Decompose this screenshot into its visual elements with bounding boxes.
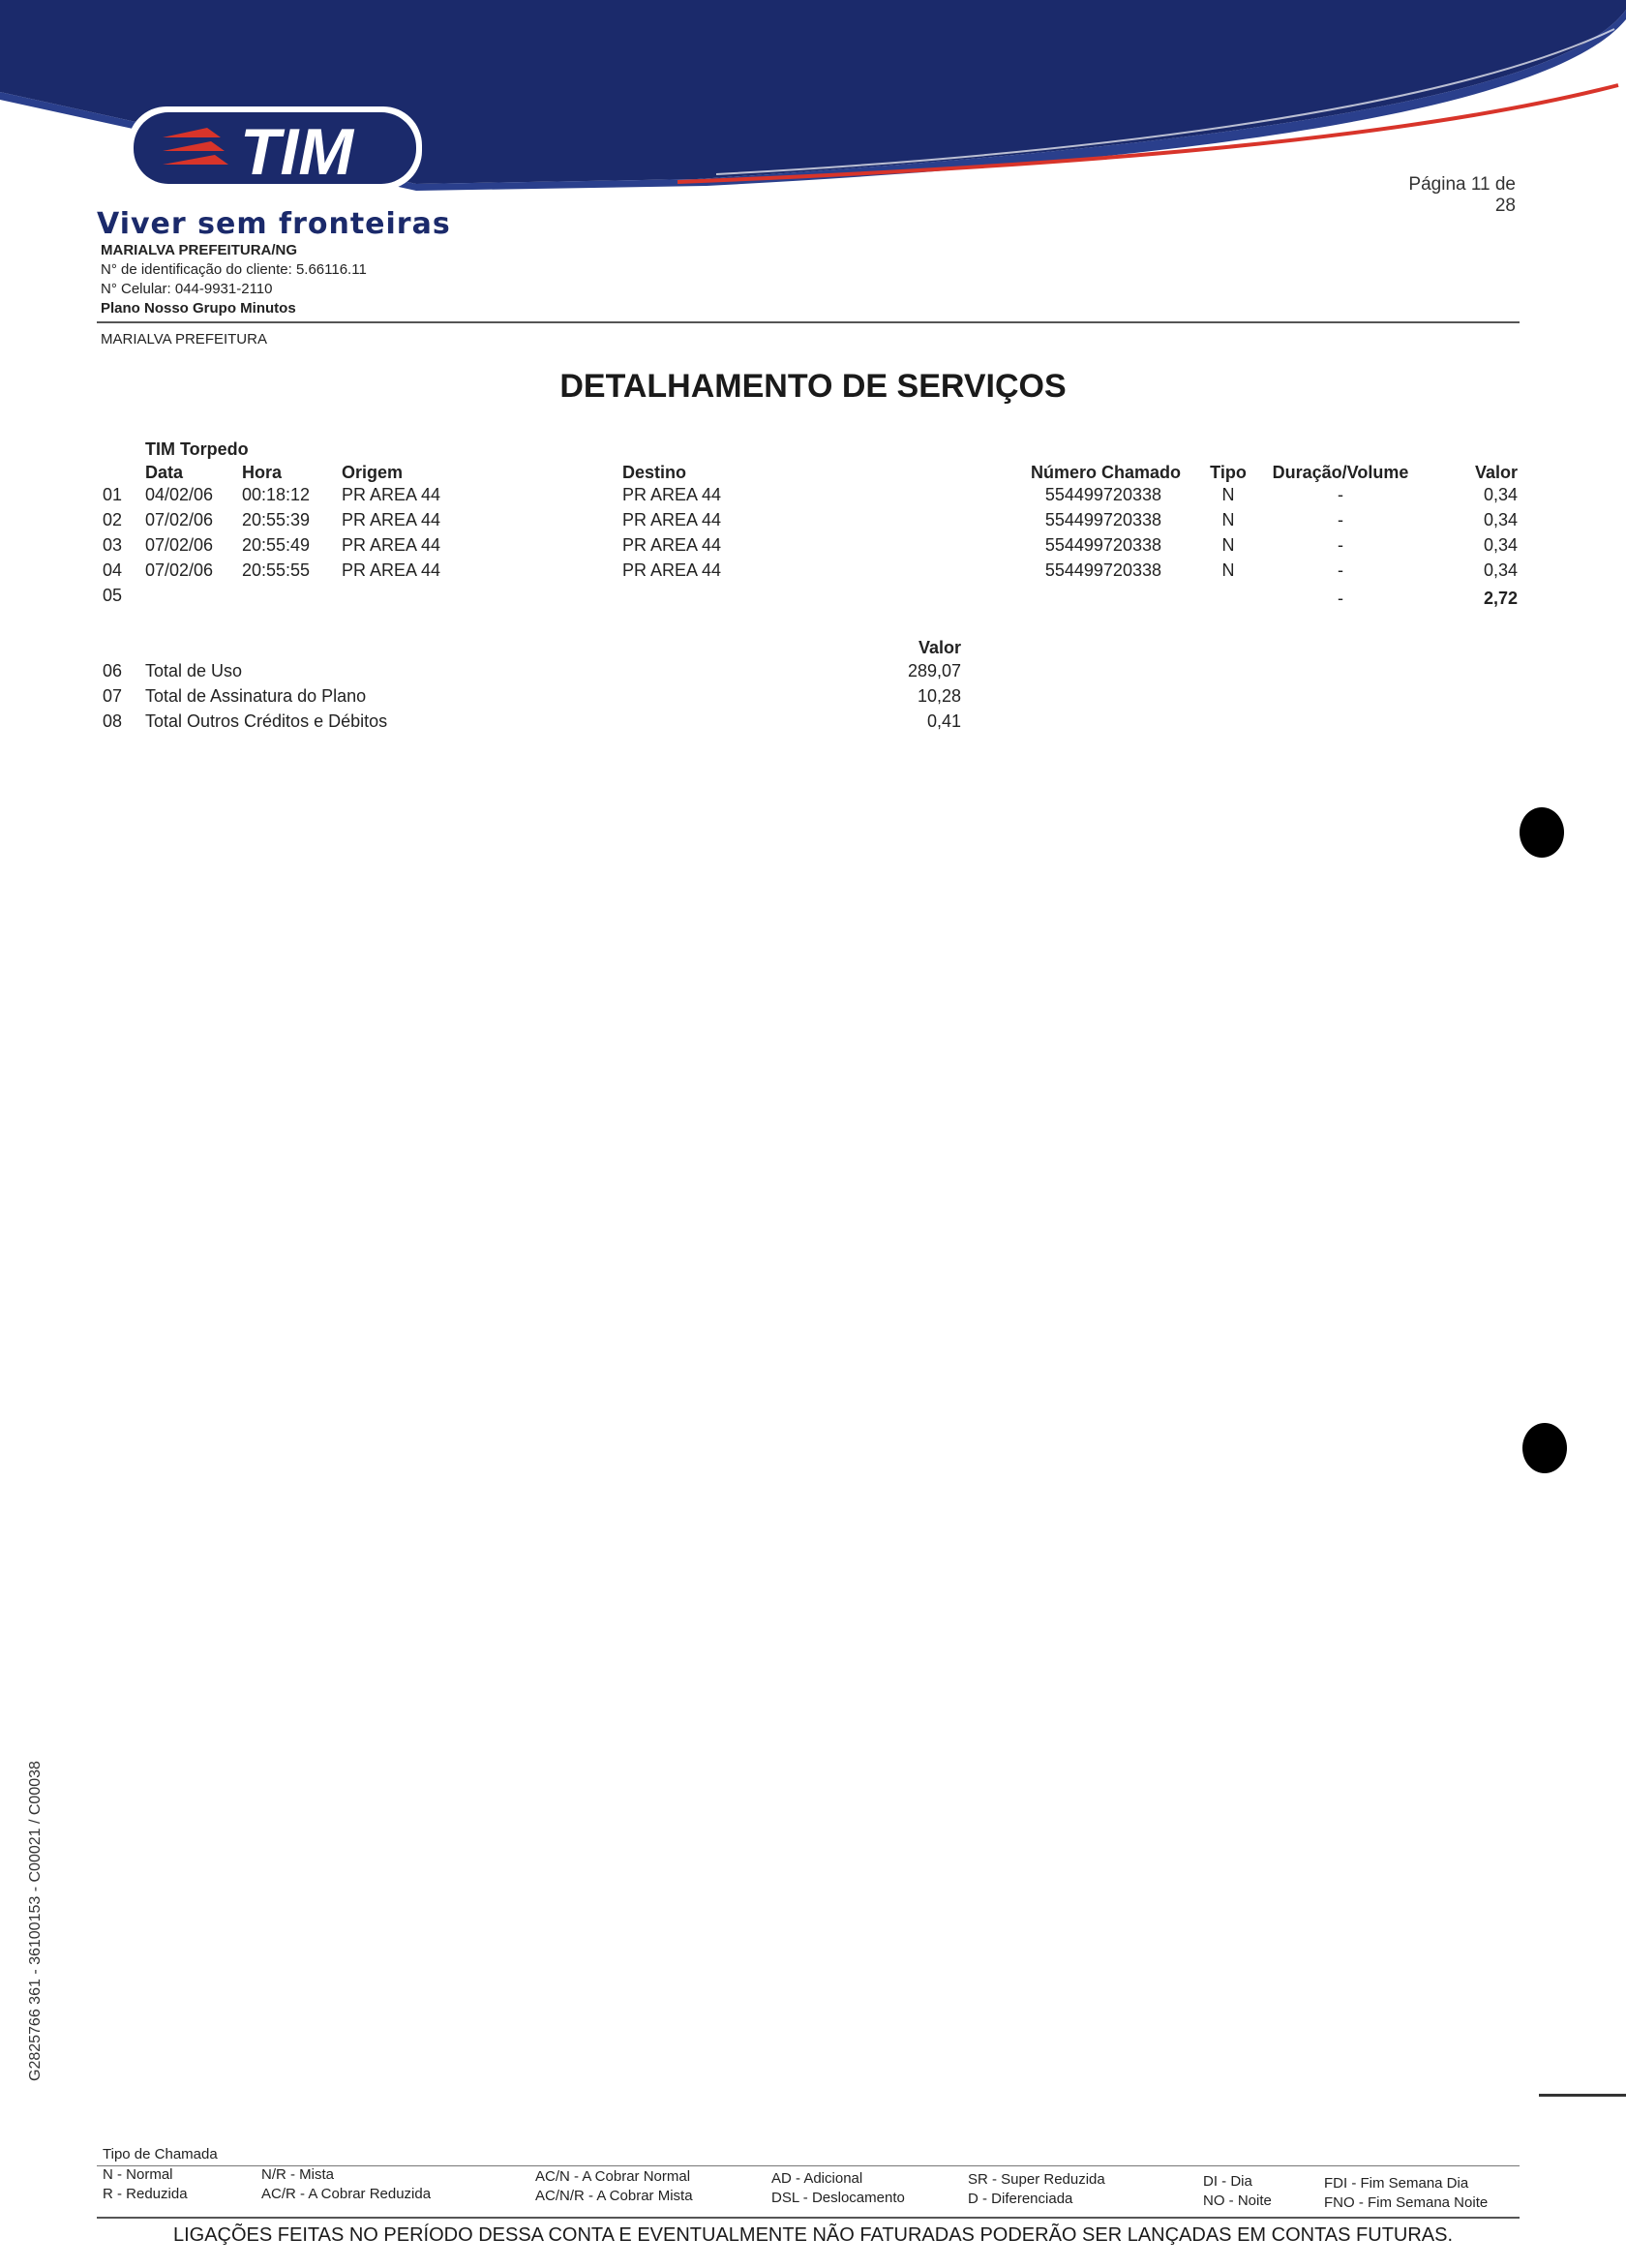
row-duration: - [1338, 560, 1343, 580]
row-destination: PR AREA 44 [622, 560, 722, 580]
client-id: N° de identificação do cliente: 5.66116.11 [101, 261, 367, 278]
row-origin: PR AREA 44 [342, 560, 441, 580]
row-value: 0,34 [1483, 535, 1518, 555]
client-plan: Plano Nosso Grupo Minutos [101, 300, 296, 317]
legend-item: SR - Super Reduzida [968, 2171, 1105, 2188]
legend-item: AC/N - A Cobrar Normal [535, 2168, 691, 2185]
legend-item: R - Reduzida [103, 2186, 188, 2202]
summary-value-header: Valor [918, 638, 961, 657]
row-duration: - [1338, 485, 1343, 504]
punch-hole [1522, 1423, 1567, 1473]
header-banner [0, 0, 1626, 194]
row-date: 07/02/06 [145, 535, 214, 555]
brand-wordmark: TIM [240, 115, 354, 189]
row-destination: PR AREA 44 [622, 535, 722, 555]
row-date: 04/02/06 [145, 485, 214, 504]
footer-divider [97, 2217, 1520, 2219]
slogan: Viver sem fronteiras [97, 207, 451, 241]
client-name: MARIALVA PREFEITURA/NG [101, 242, 298, 258]
legend-item: N - Normal [103, 2166, 173, 2183]
row-number: 554499720338 [1044, 535, 1161, 555]
row-destination: PR AREA 44 [622, 485, 722, 504]
section-name: TIM Torpedo [145, 439, 249, 459]
legend-item: DI - Dia [1203, 2173, 1252, 2190]
legend-title: Tipo de Chamada [103, 2146, 218, 2162]
footer-note: LIGAÇÕES FEITAS NO PERÍODO DESSA CONTA E EVENTUALMENTE NÃO FATURADAS PODERÃO SER LANÇADAS EM CONTAS FUTURAS. [172, 2224, 1454, 2246]
row-origin: PR AREA 44 [342, 535, 441, 555]
row-time: 20:55:49 [242, 535, 311, 555]
side-code: G2825766 361 - 36100153 - C00021 / C00038 [27, 1761, 44, 2081]
summary-label: Total de Uso [145, 661, 243, 680]
row-number: 554499720338 [1044, 485, 1161, 504]
legend-item: AC/N/R - A Cobrar Mista [535, 2188, 693, 2204]
row-number: 554499720338 [1044, 560, 1161, 580]
row-duration: - [1338, 535, 1343, 555]
row-index: 03 [103, 535, 123, 555]
col-hora: Hora [242, 463, 283, 482]
row-origin: PR AREA 44 [342, 485, 441, 504]
row-number: 554499720338 [1044, 510, 1161, 529]
edge-mark [1539, 2094, 1626, 2097]
row-duration: - [1338, 510, 1343, 529]
summary-label: Total Outros Créditos e Débitos [145, 711, 388, 731]
page-number: Página 11 de 28 [1408, 174, 1516, 216]
row-index: 06 [103, 661, 123, 680]
row-time: 20:55:55 [242, 560, 311, 580]
legend-item: FDI - Fim Semana Dia [1324, 2175, 1469, 2192]
row-date: 07/02/06 [145, 560, 214, 580]
row-index: 05 [103, 586, 123, 605]
summary-value: 289,07 [907, 661, 961, 680]
summary-value: 0,41 [926, 711, 961, 731]
row-origin: PR AREA 44 [342, 510, 441, 529]
section-total-value: 2,72 [1483, 589, 1518, 608]
punch-hole [1520, 807, 1564, 858]
legend-item: AC/R - A Cobrar Reduzida [261, 2186, 432, 2202]
col-duracao: Duração/Volume [1272, 463, 1409, 482]
row-value: 0,34 [1483, 510, 1518, 529]
client-phone: N° Celular: 044-9931-2110 [101, 281, 273, 297]
row-index: 04 [103, 560, 123, 580]
row-index: 08 [103, 711, 123, 731]
row-value: 0,34 [1483, 485, 1518, 504]
row-duration: - [1338, 589, 1343, 608]
legend-item: D - Diferenciada [968, 2191, 1073, 2207]
row-type: N [1221, 535, 1235, 555]
row-index: 01 [103, 485, 123, 504]
header-divider [97, 321, 1520, 323]
row-type: N [1221, 485, 1235, 504]
row-value: 0,34 [1483, 560, 1518, 580]
col-numero: Número Chamado [1030, 463, 1181, 482]
summary-value: 10,28 [917, 686, 961, 706]
legend-item: N/R - Mista [261, 2166, 334, 2183]
row-type: N [1221, 510, 1235, 529]
col-destino: Destino [622, 463, 687, 482]
row-type: N [1221, 560, 1235, 580]
legend-item: NO - Noite [1203, 2192, 1272, 2209]
row-index: 07 [103, 686, 123, 706]
row-index: 02 [103, 510, 123, 529]
col-data: Data [145, 463, 184, 482]
row-time: 00:18:12 [242, 485, 311, 504]
col-origem: Origem [342, 463, 404, 482]
row-destination: PR AREA 44 [622, 510, 722, 529]
col-valor: Valor [1474, 463, 1518, 482]
summary-label: Total de Assinatura do Plano [145, 686, 367, 706]
row-date: 07/02/06 [145, 510, 214, 529]
legend-item: AD - Adicional [771, 2170, 863, 2187]
legend-item: FNO - Fim Semana Noite [1324, 2194, 1489, 2211]
document-title: DETALHAMENTO DE SERVIÇOS [559, 368, 1067, 405]
account-name: MARIALVA PREFEITURA [101, 331, 267, 348]
col-tipo: Tipo [1210, 463, 1247, 482]
legend-item: DSL - Deslocamento [771, 2190, 905, 2206]
row-time: 20:55:39 [242, 510, 311, 529]
